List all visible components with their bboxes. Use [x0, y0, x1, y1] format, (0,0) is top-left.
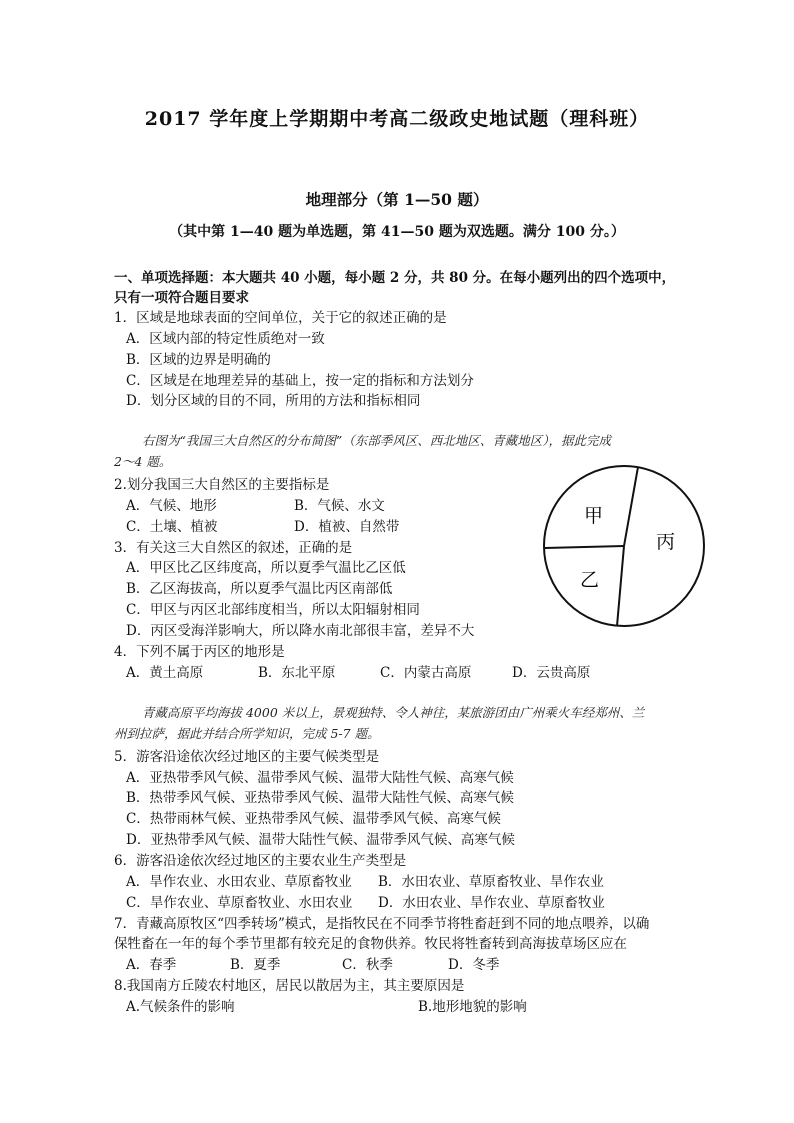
- exam-title: 2017 学年度上学期期中考高二级政史地试题（理科班）: [144, 108, 650, 130]
- q5-option-a: A．亚热带季风气候、温带季风气候、温带大陆性气候、高寒气候: [126, 770, 514, 786]
- section-heading-line2: 只有一项符合题目要求: [114, 290, 249, 306]
- q7-stem-line1: 7．青藏高原牧区“四季转场”模式，是指牧民在不同季节将牲畜赶到不同的地点喂养，以确: [114, 916, 650, 932]
- boundary-north: [624, 467, 638, 546]
- q2-option-c: C．土壤、植被: [126, 519, 218, 535]
- q4-option-d: D．云贵高原: [512, 665, 591, 681]
- q3-option-b: B．乙区海拔高，所以夏季气温比丙区南部低: [126, 581, 393, 597]
- q2-option-d: D．植被、自然带: [294, 519, 400, 535]
- q3-option-a: A．甲区比乙区纬度高，所以夏季气温比乙区低: [126, 560, 406, 576]
- q1-option-c: C．区域是在地理差异的基础上，按一定的指标和方法划分: [126, 373, 474, 389]
- q6-option-b: B．水田农业、草原畜牧业、旱作农业: [378, 874, 604, 890]
- intro-2-4-line1: 右图为“我国三大自然区的分布简图”（东部季风区、西北地区、青藏地区），据此完成: [142, 433, 612, 448]
- part-title: 地理部分（第 1—50 题）: [305, 190, 489, 209]
- q5-option-b: B．热带季风气候、亚热带季风气候、温带大陆性气候、高寒气候: [126, 790, 514, 806]
- q5-option-c: C．热带雨林气候、亚热带季风气候、温带季风气候、高寒气候: [126, 811, 501, 827]
- intro-5-7-line1: 青藏高原平均海拔 4000 米以上，景观独特、令人神往，某旅游团由广州乘火车经郑州、兰: [142, 705, 645, 720]
- boundary-south: [617, 546, 624, 626]
- q6-option-a: A．旱作农业、水田农业、草原畜牧业: [126, 874, 352, 890]
- region-label-jia: 甲: [584, 505, 604, 527]
- q3-option-c: C．甲区与丙区北部纬度相当，所以太阳辐射相同: [126, 602, 420, 618]
- q7-option-d: D．冬季: [448, 957, 500, 973]
- q7-option-c: C．秋季: [342, 957, 393, 973]
- q4-option-a: A．黄土高原: [126, 665, 204, 681]
- q2-option-a: A．气候、地形: [126, 498, 217, 514]
- q5-stem: 5．游客沿途依次经过地区的主要气候类型是: [114, 749, 380, 765]
- q1-option-b: B．区域的边界是明确的: [126, 352, 271, 368]
- intro-5-7-line2: 州到拉萨，据此并结合所学知识，完成 5-7 题。: [114, 726, 380, 741]
- q7-option-b: B．夏季: [230, 957, 281, 973]
- q1-option-a: A．区域内部的特定性质绝对一致: [126, 331, 325, 347]
- q1-option-d: D．划分区域的目的不同，所用的方法和指标相同: [126, 393, 421, 409]
- q6-stem: 6．游客沿途依次经过地区的主要农业生产类型是: [114, 853, 407, 869]
- q2-stem: 2.划分我国三大自然区的主要指标是: [114, 477, 330, 493]
- region-label-bing: 丙: [656, 531, 676, 553]
- q3-option-d: D．丙区受海洋影响大，所以降水南北部很丰富，差异不大: [126, 623, 475, 639]
- q4-stem: 4．下列不属于丙区的地形是: [114, 644, 285, 660]
- q7-option-a: A．春季: [126, 957, 177, 973]
- q7-stem-line2: 保牲畜在一年的每个季节里都有较充足的食物供养。牧民将牲畜转到高海拔草场区应在: [114, 936, 627, 952]
- q4-option-b: B．东北平原: [258, 665, 336, 681]
- q8-option-b: B.地形地貌的影响: [418, 999, 527, 1015]
- q1-stem: 1．区域是地球表面的空间单位，关于它的叙述正确的是: [114, 310, 447, 326]
- q4-option-c: C．内蒙古高原: [380, 665, 472, 681]
- three-regions-diagram: [538, 464, 714, 632]
- q8-stem: 8.我国南方丘陵农村地区，居民以散居为主，其主要原因是: [114, 978, 465, 994]
- boundary-west: [545, 546, 624, 548]
- q3-stem: 3．有关这三大自然区的叙述，正确的是: [114, 540, 353, 556]
- q6-option-d: D．水田农业、旱作农业、草原畜牧业: [378, 895, 605, 911]
- section-heading-line1: 一、单项选择题：本大题共 40 小题，每小题 2 分，共 80 分。在每小题列出的四个选项中，: [114, 270, 676, 286]
- part-note: （其中第 1—40 题为单选题，第 41—50 题为双选题。满分 100 分。）: [169, 224, 625, 240]
- intro-2-4-line2: 2～4 题。: [114, 454, 172, 469]
- q6-option-c: C．旱作农业、草原畜牧业、水田农业: [126, 895, 353, 911]
- region-label-yi: 乙: [580, 569, 600, 591]
- q8-option-a: A.气候条件的影响: [126, 999, 235, 1015]
- q2-option-b: B．气候、水文: [294, 498, 385, 514]
- q5-option-d: D．亚热带季风气候、温带大陆性气候、温带季风气候、高寒气候: [126, 832, 515, 848]
